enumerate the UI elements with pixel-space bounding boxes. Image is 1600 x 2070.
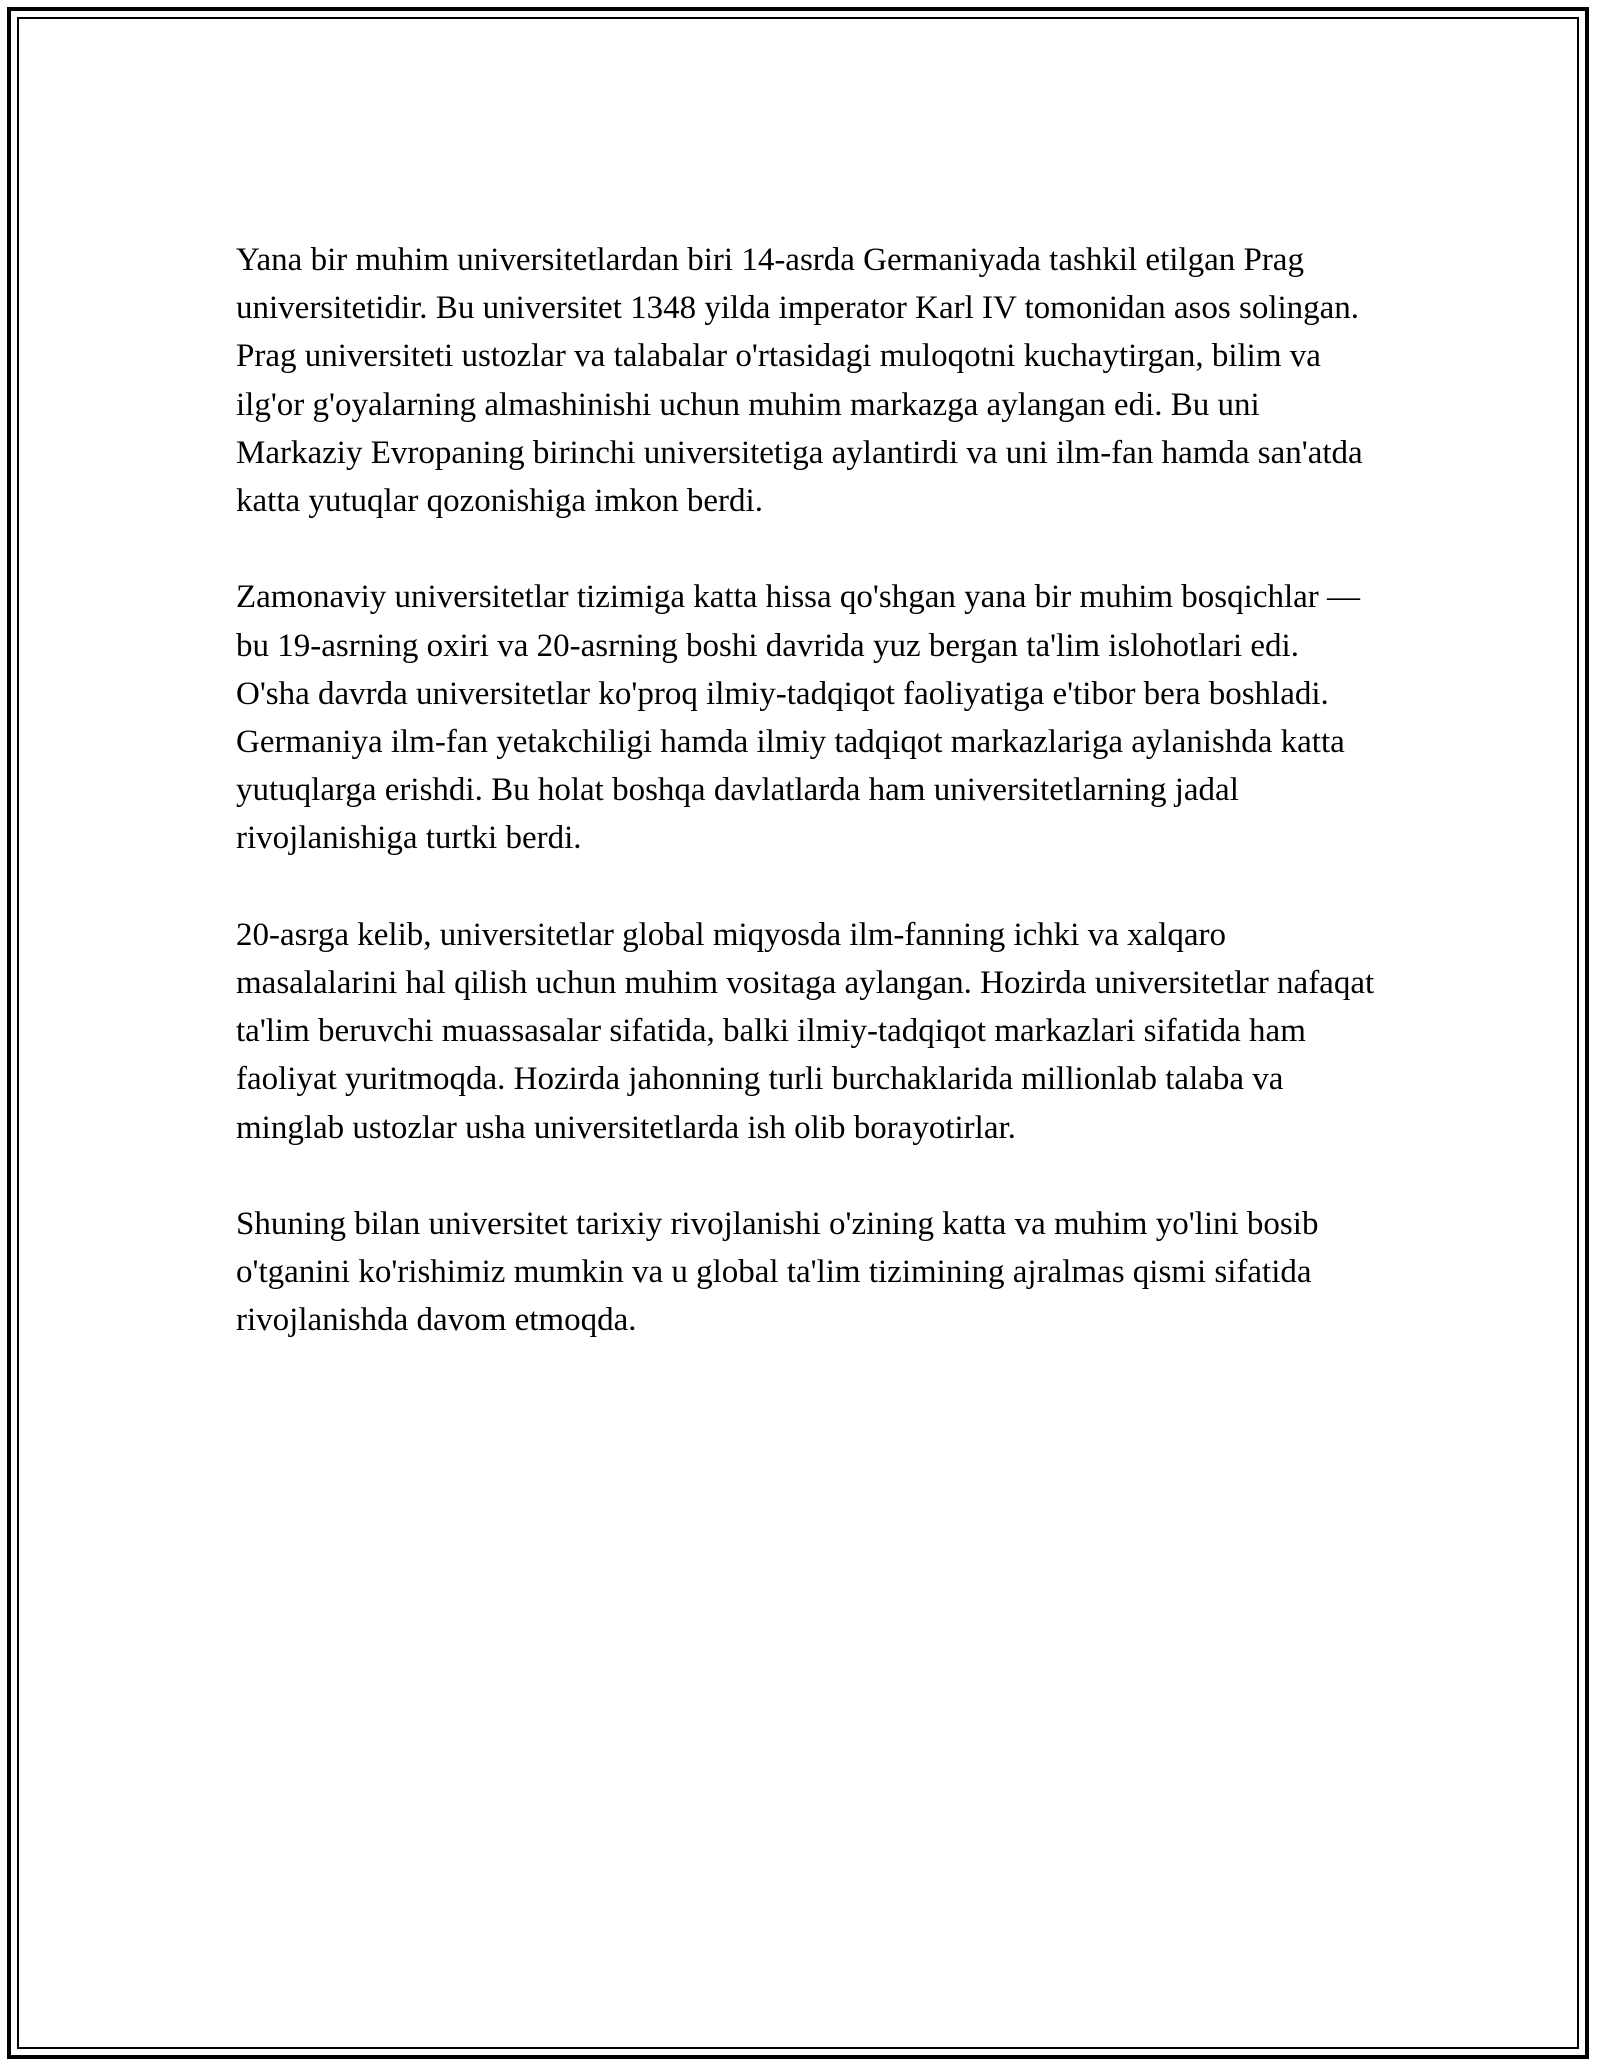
paragraph-1: Yana bir muhim universitetlardan biri 14-asrda Germaniyada tashkil etilgan Prag universitetidir. Bu universitet 1348 yilda imperator Karl IV tomonidan asos solingan. Prag universiteti ustozlar va talabalar o'rtasidagi muloqotni kuchaytirgan, bilim va ilg'or g'oyalarning almashinishi uchun muhim markazga aylangan edi. Bu uni Markaziy Evropaning birinchi universitetiga aylantirdi va uni ilm-fan hamda san'atda katta yutuqlar qozonishiga imkon berdi. <box>236 242 1363 520</box>
paragraph-4: Shuning bilan universitet tarixiy rivojlanishi o'zining katta va muhim yo'lini bosib o'tganini ko'rishimiz mumkin va u global ta'lim tizimining ajralmas qismi sifatida rivojlanishda davom etmoqda. <box>236 1206 1319 1339</box>
paragraph-3: 20-asrga kelib, universitetlar global miqyosda ilm-fanning ichki va xalqaro masalalarini hal qilish uchun muhim vositaga aylangan. Hozirda universitetlar nafaqat ta'lim beruvchi muassasalar sifatida, balki ilmiy-tadqiqot markazlari sifatida ham faoliyat yuritmoqda. Hozirda jahonning turli burchaklarida millionlab talaba va minglab ustozlar usha universitetlarda ish olib borayotirlar. <box>236 916 1375 1146</box>
paragraph-2: Zamonaviy universitetlar tizimiga katta hissa qo'shgan yana bir muhim bosqichlar — bu 19-asrning oxiri va 20-asrning boshi davrida yuz bergan ta'lim islohotlari edi. O'sha davrda universitetlar ko'proq ilmiy-tadqiqot faoliyatiga e'tibor bera boshladi. Germaniya ilm-fan yetakchiligi hamda ilmiy tadqiqot markazlariga aylanishda katta yutuqlarga erishdi. Bu holat boshqa davlatlarda ham universitetlarning jadal rivojlanishiga turtki berdi. <box>236 579 1361 857</box>
document-body <box>236 236 1376 1393</box>
